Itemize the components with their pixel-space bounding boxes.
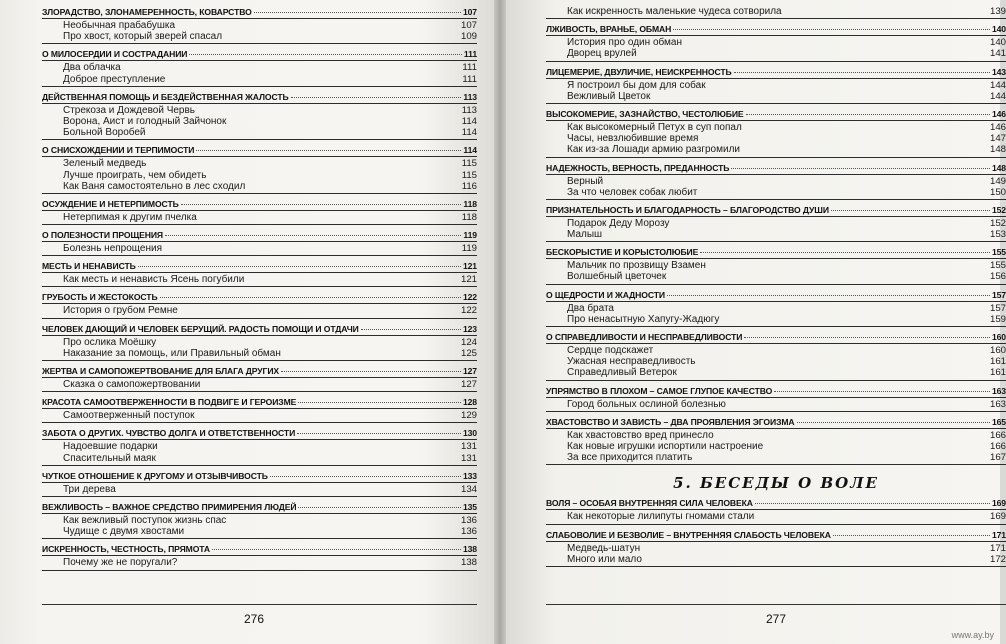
section-heading-page: 143: [991, 66, 1006, 77]
toc-entry-page: 171: [989, 542, 1006, 554]
dot-leader: [298, 402, 461, 403]
dot-leader: [165, 235, 461, 236]
toc-entry-page: 157: [989, 302, 1006, 314]
dot-leader: [181, 204, 462, 205]
toc-entry-page: 172: [989, 553, 1006, 565]
section-heading-title: ВЕЖЛИВОСТЬ – ВАЖНОЕ СРЕДСТВО ПРИМИРЕНИЯ ЛЮДЕЙ: [42, 501, 297, 512]
dot-leader: [281, 371, 461, 372]
toc-entry-title: Волшебный цветочек: [567, 271, 667, 283]
toc-entry-page: 136: [460, 514, 477, 526]
dot-leader: [196, 150, 461, 151]
toc-entry: [42, 305, 477, 316]
toc-entry-title: Ужасная несправедливость: [567, 356, 696, 368]
section-heading-title: ЖЕРТВА И САМОПОЖЕРТВОВАНИЕ ДЛЯ БЛАГА ДРУГИХ: [42, 366, 280, 376]
section-heading-page: 127: [462, 366, 477, 376]
left-page: [0, 0, 494, 644]
toc-entry-page: 131: [460, 452, 477, 464]
toc-entry: [546, 91, 1006, 102]
toc-entry: [42, 557, 477, 568]
toc-entry: [546, 303, 1006, 314]
section-heading: [42, 260, 477, 273]
toc-section: [546, 23, 1006, 61]
toc-entry-title: Лучше проиграть, чем обидеть: [63, 169, 207, 181]
toc-entry: [42, 484, 477, 495]
right-toc: [546, 6, 1006, 571]
section-heading-page: 155: [991, 247, 1006, 258]
toc-entry-page: 166: [989, 429, 1006, 441]
toc-entry-page: 150: [989, 186, 1006, 198]
toc-entry-title: Много или мало: [567, 553, 642, 565]
toc-entry-title: Как Ваня самостоятельно в лес сходил: [63, 180, 246, 192]
toc-entry: [546, 271, 1006, 282]
dot-leader: [744, 337, 990, 338]
toc-section: [546, 246, 1006, 284]
section-heading: [42, 543, 477, 556]
toc-entry-page: 136: [460, 526, 477, 538]
toc-entry-page: 144: [989, 90, 1006, 102]
section-heading-title: О ПОЛЕЗНОСТИ ПРОЩЕНИЯ: [42, 230, 163, 241]
toc-entry-page: 127: [460, 379, 477, 390]
section-heading-page: 114: [463, 145, 477, 156]
toc-entry: [42, 348, 477, 359]
toc-section: [42, 260, 477, 287]
toc-entry-title: Дворец врулей: [567, 48, 637, 60]
toc-entry-title: Спасительный маяк: [63, 452, 156, 464]
toc-entry-page: 141: [989, 48, 1006, 60]
toc-entry-title: Верный: [567, 175, 604, 187]
toc-entry-page: 155: [989, 260, 1006, 272]
toc-entry: [42, 31, 477, 42]
toc-section: [42, 365, 477, 392]
toc-entry-page: 169: [989, 511, 1006, 523]
toc-section: [42, 229, 477, 256]
footer-rule: [546, 604, 1006, 605]
toc-entry-title: Медведь-шатун: [567, 542, 641, 554]
toc-entry: [42, 379, 477, 390]
toc-entry-page: 139: [989, 6, 1006, 17]
dot-leader: [673, 29, 990, 30]
toc-entry-page: 156: [989, 271, 1006, 283]
toc-entry-title: Больной Воробей: [63, 127, 146, 139]
section-heading-title: ЗЛОРАДСТВО, ЗЛОНАМЕРЕННОСТЬ, КОВАРСТВО: [42, 7, 252, 17]
toc-section: [546, 108, 1006, 158]
section-heading-title: ИСКРЕННОСТЬ, ЧЕСТНОСТЬ, ПРЯМОТА: [42, 544, 211, 555]
dot-leader: [189, 54, 462, 55]
section-heading: [42, 229, 477, 242]
toc-entry-page: 118: [461, 211, 477, 223]
section-heading-page: 119: [463, 230, 477, 241]
toc-entry: [42, 62, 477, 73]
section-heading: [42, 198, 477, 211]
toc-entry-title: Как высокомерный Петух в суп попал: [567, 121, 742, 133]
section-heading-title: СЛАБОВОЛИЕ И БЕЗВОЛИЕ – ВНУТРЕННЯЯ СЛАБОСТЬ ЧЕЛОВЕКА: [546, 529, 831, 540]
toc-entry-title: Мальчик по прозвищу Взамен: [567, 260, 706, 272]
dot-leader: [254, 12, 461, 13]
toc-entry-page: 163: [989, 398, 1006, 410]
toc-entry: [546, 80, 1006, 91]
toc-entry-title: Как некоторые лилипуты гномами стали: [567, 511, 755, 523]
toc-section: [42, 291, 477, 318]
section-heading: [546, 331, 1006, 344]
toc-section: [42, 396, 477, 423]
section-heading-page: 128: [462, 397, 477, 408]
dot-leader: [291, 97, 462, 98]
toc-section: [546, 497, 1006, 524]
toc-entry-title: Я построил бы дом для собак: [567, 79, 706, 91]
toc-section: [546, 385, 1006, 412]
dot-leader: [138, 266, 461, 267]
toc-entry-title: Вежливый Цветок: [567, 90, 651, 102]
toc-entry: [42, 410, 477, 421]
toc-entry-page: 160: [989, 345, 1006, 356]
toc-entry-title: Как из-за Лошади армию разгромили: [567, 144, 740, 156]
toc-entry-title: Сердце подскажет: [567, 345, 654, 356]
section-heading-page: 146: [991, 108, 1006, 119]
toc-entry: [42, 337, 477, 348]
section-heading-page: 157: [991, 289, 1006, 300]
dot-leader: [700, 252, 990, 253]
section-heading-page: 140: [991, 24, 1006, 35]
toc-entry: [546, 176, 1006, 187]
toc-entry: [42, 20, 477, 31]
toc-entry-page: 161: [989, 367, 1006, 379]
toc-entry-page: 147: [989, 133, 1006, 145]
section-heading: [546, 289, 1006, 302]
toc-section-continued: [546, 6, 1006, 19]
toc-entry: [42, 105, 477, 116]
section-heading-title: БЕСКОРЫСТИЕ И КОРЫСТОЛЮБИЕ: [546, 247, 699, 258]
section-heading-page: 107: [462, 7, 477, 17]
toc-section: [546, 289, 1006, 327]
dot-leader: [297, 433, 461, 434]
toc-entry-title: За все приходится платить: [567, 452, 693, 464]
toc-entry-title: Почему же не поругали?: [63, 557, 178, 569]
toc-entry: [42, 212, 477, 223]
toc-entry: [546, 430, 1006, 441]
toc-entry-title: История про один обман: [567, 37, 682, 49]
toc-entry-title: Малыш: [567, 229, 603, 241]
section-heading-title: ЧЕЛОВЕК ДАЮЩИЙ И ЧЕЛОВЕК БЕРУЩИЙ. РАДОСТЬ ПОМОЩИ И ОТДАЧИ: [42, 323, 359, 334]
section-heading-title: УПРЯМСТВО В ПЛОХОМ – САМОЕ ГЛУПОЕ КАЧЕСТВО: [546, 385, 773, 396]
section-heading-title: ВЫСОКОМЕРИЕ, ЗАЗНАЙСТВО, ЧЕСТОЛЮБИЕ: [546, 108, 744, 119]
toc-entry-title: Два брата: [567, 302, 614, 314]
toc-entry-page: 115: [461, 158, 477, 170]
section-heading-page: 160: [991, 332, 1006, 342]
section-heading-page: 169: [991, 498, 1006, 509]
toc-section: [42, 48, 477, 86]
toc-entry-page: 113: [461, 104, 477, 116]
toc-entry-title: Нетерпимая к другим пчелка: [63, 211, 197, 223]
toc-entry-page: 148: [989, 144, 1006, 156]
section-heading-title: ЛИЦЕМЕРИЕ, ДВУЛИЧИЕ, НЕИСКРЕННОСТЬ: [546, 66, 732, 77]
toc-entry: [546, 345, 1006, 356]
section-heading-title: ВОЛЯ – ОСОБАЯ ВНУТРЕННЯЯ СИЛА ЧЕЛОВЕКА: [546, 498, 753, 509]
section-heading-title: О ЩЕДРОСТИ И ЖАДНОСТИ: [546, 289, 665, 300]
section-heading: [546, 416, 1006, 429]
dot-leader: [731, 168, 990, 169]
toc-section: [42, 323, 477, 361]
section-heading-page: 138: [462, 544, 477, 555]
dot-leader: [755, 503, 990, 504]
toc-entry-page: 114: [461, 115, 477, 127]
section-heading-page: 111: [463, 49, 477, 60]
toc-section: [42, 427, 477, 465]
toc-entry-page: 116: [461, 180, 477, 192]
toc-entry: [546, 187, 1006, 198]
section-heading-title: ЗАБОТА О ДРУГИХ. ЧУВСТВО ДОЛГА И ОТВЕТСТВЕННОСТИ: [42, 428, 296, 439]
toc-entry-title: Про ослика Моёшку: [63, 336, 157, 348]
toc-section: [546, 162, 1006, 200]
section-heading-page: 171: [991, 529, 1006, 540]
toc-section: [42, 91, 477, 141]
section-heading-title: НАДЕЖНОСТЬ, ВЕРНОСТЬ, ПРЕДАННОСТЬ: [546, 162, 730, 173]
dot-leader: [270, 476, 461, 477]
toc-entry: [42, 170, 477, 181]
section-heading-title: О МИЛОСЕРДИИ И СОСТРАДАНИИ: [42, 49, 188, 60]
section-heading: [546, 23, 1006, 36]
toc-entry-page: 146: [989, 121, 1006, 133]
section-heading: [42, 427, 477, 440]
toc-entry-title: Подарок Деду Морозу: [567, 217, 670, 229]
toc-entry-page: 122: [460, 305, 477, 317]
section-heading-page: 165: [991, 416, 1006, 427]
toc-section: [546, 331, 1006, 381]
toc-entry: [42, 453, 477, 464]
section-heading-page: 121: [462, 261, 477, 272]
toc-entry: [546, 48, 1006, 59]
toc-entry-page: 111: [462, 73, 477, 85]
section-heading-title: ХВАСТОВСТВО И ЗАВИСТЬ – ДВА ПРОЯВЛЕНИЯ ЭГОИЗМА: [546, 416, 795, 427]
section-heading-title: ОСУЖДЕНИЕ И НЕТЕРПИМОСТЬ: [42, 198, 179, 209]
toc-entry: [42, 274, 477, 285]
toc-entry-page: 149: [989, 175, 1006, 187]
dot-leader: [212, 549, 461, 550]
toc-entry: [546, 144, 1006, 155]
section-heading: [42, 470, 477, 483]
toc-entry: [546, 452, 1006, 463]
toc-entry-title: Самоотверженный поступок: [63, 410, 195, 422]
section-heading-title: ЛЖИВОСТЬ, ВРАНЬЕ, ОБМАН: [546, 24, 672, 35]
toc-entry-title: Болезнь непрощения: [63, 243, 162, 255]
toc-entry: [546, 441, 1006, 452]
dot-leader: [831, 210, 990, 211]
toc-section: [546, 66, 1006, 104]
toc-entry-title: Три дерева: [63, 483, 116, 495]
toc-entry-title: Про хвост, который зверей спасал: [63, 31, 223, 43]
toc-entry: [42, 441, 477, 452]
section-heading-page: 123: [462, 323, 477, 334]
toc-section: [42, 6, 477, 44]
section-heading: [546, 497, 1006, 510]
section-heading-title: О СНИСХОЖДЕНИИ И ТЕРПИМОСТИ: [42, 145, 195, 156]
section-heading-page: 118: [463, 198, 477, 209]
toc-entry-title: Стрекоза и Дождевой Червь: [63, 104, 196, 116]
section-heading: [42, 323, 477, 336]
toc-entry-page: 131: [460, 441, 477, 453]
toc-entry: [546, 543, 1006, 554]
toc-entry-title: Как вежливый поступок жизнь спас: [63, 514, 227, 526]
dot-leader: [746, 114, 990, 115]
section-heading: [42, 6, 477, 19]
dot-leader: [160, 297, 461, 298]
toc-entry: [42, 243, 477, 254]
toc-entry-page: 109: [460, 31, 477, 43]
section-heading-page: 130: [462, 428, 477, 439]
toc-entry-title: Про ненасытную Хапугу-Жадюгу: [567, 313, 720, 325]
dot-leader: [734, 72, 990, 73]
dot-leader: [833, 535, 990, 536]
toc-entry-page: 125: [460, 347, 477, 359]
toc-entry: [546, 554, 1006, 565]
toc-entry-page: 129: [460, 410, 477, 422]
section-heading-title: ПРИЗНАТЕЛЬНОСТЬ И БЛАГОДАРНОСТЬ – БЛАГОРОДСТВО ДУШИ: [546, 204, 829, 215]
toc-entry: [546, 133, 1006, 144]
toc-section: [42, 470, 477, 497]
toc-entry: [546, 367, 1006, 378]
toc-entry-page: 114: [461, 127, 477, 139]
section-heading: [42, 48, 477, 61]
section-heading: [42, 291, 477, 304]
watermark: www.ay.by: [951, 630, 994, 640]
toc-entry-title: Надоевшие подарки: [63, 441, 158, 453]
toc-entry-title: За что человек собак любит: [567, 186, 698, 198]
toc-entry-page: 115: [461, 169, 477, 181]
section-heading-title: ЧУТКОЕ ОТНОШЕНИЕ К ДРУГОМУ И ОТЗЫВЧИВОСТЬ: [42, 470, 268, 481]
toc-entry: [546, 218, 1006, 229]
right-page: [506, 0, 1006, 644]
toc-entry-page: 166: [989, 440, 1006, 452]
toc-entry-title: Зеленый медведь: [63, 158, 147, 170]
section-heading: [546, 204, 1006, 217]
dot-leader: [298, 507, 460, 508]
toc-entry: [546, 399, 1006, 410]
toc-entry: [42, 526, 477, 537]
toc-entry-title: Как хвастовство вред принесло: [567, 429, 714, 441]
section-heading-title: ГРУБОСТЬ И ЖЕСТОКОСТЬ: [42, 292, 158, 303]
toc-entry-page: 153: [989, 229, 1006, 241]
toc-entry-page: 138: [460, 557, 477, 569]
toc-section: [546, 529, 1006, 567]
toc-entry-title: Сказка о самопожертвовании: [63, 379, 201, 390]
toc-entry-title: Часы, невзлюбившие время: [567, 133, 699, 145]
toc-entry: [546, 229, 1006, 240]
toc-entry-page: 124: [460, 336, 477, 348]
toc-entry: [546, 6, 1006, 17]
section-heading-page: 163: [991, 385, 1006, 396]
page-number-right: 277: [766, 612, 787, 626]
toc-entry-page: 161: [989, 356, 1006, 368]
toc-entry-title: Доброе преступление: [63, 73, 166, 85]
toc-entry: [546, 37, 1006, 48]
toc-entry-title: Город больных ослиной болезнью: [567, 398, 726, 410]
toc-section: [42, 501, 477, 539]
section-heading: [546, 385, 1006, 398]
chapter-title: 5. БЕСЕДЫ О ВОЛЕ: [673, 474, 879, 493]
section-heading-page: 122: [462, 292, 477, 303]
section-heading: [42, 144, 477, 157]
section-heading: [546, 529, 1006, 542]
toc-entry: [546, 511, 1006, 522]
toc-entry-page: 121: [460, 274, 477, 286]
toc-section: [546, 204, 1006, 242]
toc-entry-title: Как месть и ненависть Ясень погубили: [63, 274, 245, 286]
toc-entry: [42, 116, 477, 127]
toc-entry-page: 144: [989, 79, 1006, 91]
toc-entry: [546, 314, 1006, 325]
toc-entry-title: Два облачка: [63, 62, 121, 74]
toc-entry-title: Как новые игрушки испортили настроение: [567, 440, 764, 452]
left-toc: [42, 6, 477, 575]
section-heading-title: МЕСТЬ И НЕНАВИСТЬ: [42, 261, 136, 272]
dot-leader: [774, 391, 990, 392]
toc-entry-title: Как искренность маленькие чудеса сотворила: [567, 6, 782, 17]
section-heading-page: 148: [991, 162, 1006, 173]
section-heading-page: 113: [463, 91, 477, 102]
toc-entry: [42, 127, 477, 138]
section-heading-title: О СПРАВЕДЛИВОСТИ И НЕСПРАВЕДЛИВОСТИ: [546, 332, 743, 342]
toc-entry: [546, 260, 1006, 271]
section-heading: [546, 162, 1006, 175]
toc-entry-page: 140: [989, 37, 1006, 49]
toc-section: [42, 144, 477, 194]
section-heading-page: 133: [462, 470, 477, 481]
book-gutter: [494, 0, 506, 644]
footer-rule: [42, 604, 477, 605]
toc-section: [42, 543, 477, 570]
toc-entry: [42, 74, 477, 85]
section-heading: [546, 246, 1006, 259]
section-heading: [42, 91, 477, 104]
toc-section: [42, 198, 477, 225]
page-number-left: 276: [244, 612, 265, 626]
toc-entry-title: Ворона, Аист и голодный Зайчонок: [63, 115, 227, 127]
section-heading-page: 135: [462, 501, 477, 512]
toc-entry: [42, 515, 477, 526]
toc-entry-page: 167: [989, 452, 1006, 464]
toc-entry-page: 134: [460, 483, 477, 495]
section-heading-title: ДЕЙСТВЕННАЯ ПОМОЩЬ И БЕЗДЕЙСТВЕННАЯ ЖАЛОСТЬ: [42, 91, 289, 102]
dot-leader: [667, 295, 990, 296]
dot-leader: [361, 329, 461, 330]
section-heading-title: КРАСОТА САМООТВЕРЖЕННОСТИ В ПОДВИГЕ И ГЕРОИЗМЕ: [42, 397, 297, 408]
toc-entry-title: История о грубом Ремне: [63, 305, 178, 317]
toc-entry-title: Наказание за помощь, или Правильный обман: [63, 347, 281, 359]
toc-entry-page: 111: [462, 62, 477, 74]
toc-entry: [42, 181, 477, 192]
dot-leader: [797, 422, 990, 423]
section-heading: [42, 396, 477, 409]
toc-section: [546, 416, 1006, 466]
toc-entry-title: Чудище с двумя хвостами: [63, 526, 185, 538]
toc-entry-page: 119: [461, 243, 477, 255]
section-heading: [42, 365, 477, 378]
section-heading-page: 152: [991, 204, 1006, 215]
toc-entry-page: 152: [989, 217, 1006, 229]
section-heading: [546, 108, 1006, 121]
toc-entry: [546, 356, 1006, 367]
toc-entry-page: 107: [460, 20, 477, 31]
toc-entry-title: Справедливый Ветерок: [567, 367, 677, 379]
toc-entry: [546, 122, 1006, 133]
toc-entry: [42, 158, 477, 169]
section-heading: [546, 66, 1006, 79]
toc-entry-page: 159: [989, 313, 1006, 325]
toc-entry-title: Необычная прабабушка: [63, 20, 176, 31]
section-heading: [42, 501, 477, 514]
